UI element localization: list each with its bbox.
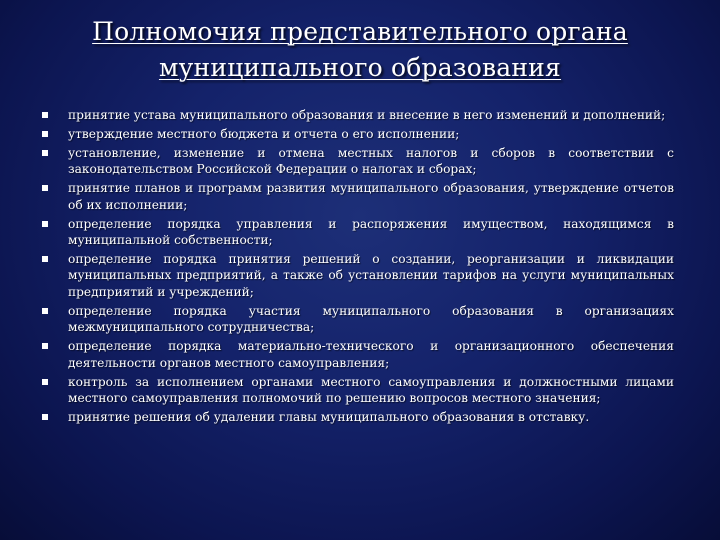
list-item (40, 107, 674, 124)
title-line-2: муниципального образования (158, 53, 562, 82)
list-item (40, 338, 674, 371)
list-item-text: установление, изменение и отмена местных налогов и сборов в соответствии с законодательством Российской Федерации о налогах и сборах; (68, 145, 674, 177)
list-item (40, 126, 674, 143)
list-item-text: определение порядка участия муниципального образования в организациях межмуниципального сотрудничества; (68, 303, 674, 335)
list-item (40, 180, 674, 213)
list-item (40, 409, 674, 426)
square-bullet-icon (42, 414, 48, 420)
list-item (40, 303, 674, 336)
list-item-text: определение порядка управления и распоряжения имуществом, находящимся в муниципальной собственности; (68, 216, 674, 248)
square-bullet-icon (42, 256, 48, 262)
square-bullet-icon (42, 185, 48, 191)
square-bullet-icon (42, 308, 48, 314)
square-bullet-icon (42, 379, 48, 385)
list-item (40, 374, 674, 407)
square-bullet-icon (42, 343, 48, 349)
list-item-text: принятие устава муниципального образования и внесение в него изменений и дополнений; (68, 108, 666, 122)
bullet-list (40, 107, 674, 428)
square-bullet-icon (42, 150, 48, 156)
list-item (40, 145, 674, 178)
list-item-text: принятие решения об удалении главы муниципального образования в отставку. (68, 410, 590, 425)
square-bullet-icon (42, 221, 48, 227)
list-item-text: принятие планов и программ развития муниципального образования, утверждение отчетов об их исполнении; (68, 181, 674, 212)
slide-title (40, 14, 680, 86)
list-item (40, 216, 674, 249)
list-item-text: контроль за исполнением органами местного самоуправления и должностными лицами местного самоуправления полномочий по решению вопросов местного значения; (68, 374, 674, 406)
title-line-1: Полномочия представительного органа (92, 17, 628, 46)
square-bullet-icon (42, 131, 48, 137)
square-bullet-icon (42, 112, 48, 118)
list-item-text: определение порядка принятия решений о создании, реорганизации и ликвидации муниципальных предприятий, а также об установлении тарифов на услуги муниципальных предприятий и учреждений; (68, 251, 674, 299)
list-item (40, 251, 674, 301)
list-item-text: утверждение местного бюджета и отчета о его исполнении; (68, 126, 460, 141)
list-item-text: определение порядка материально-технического и организационного обеспечения деятельности органов местного самоуправления; (68, 339, 674, 370)
